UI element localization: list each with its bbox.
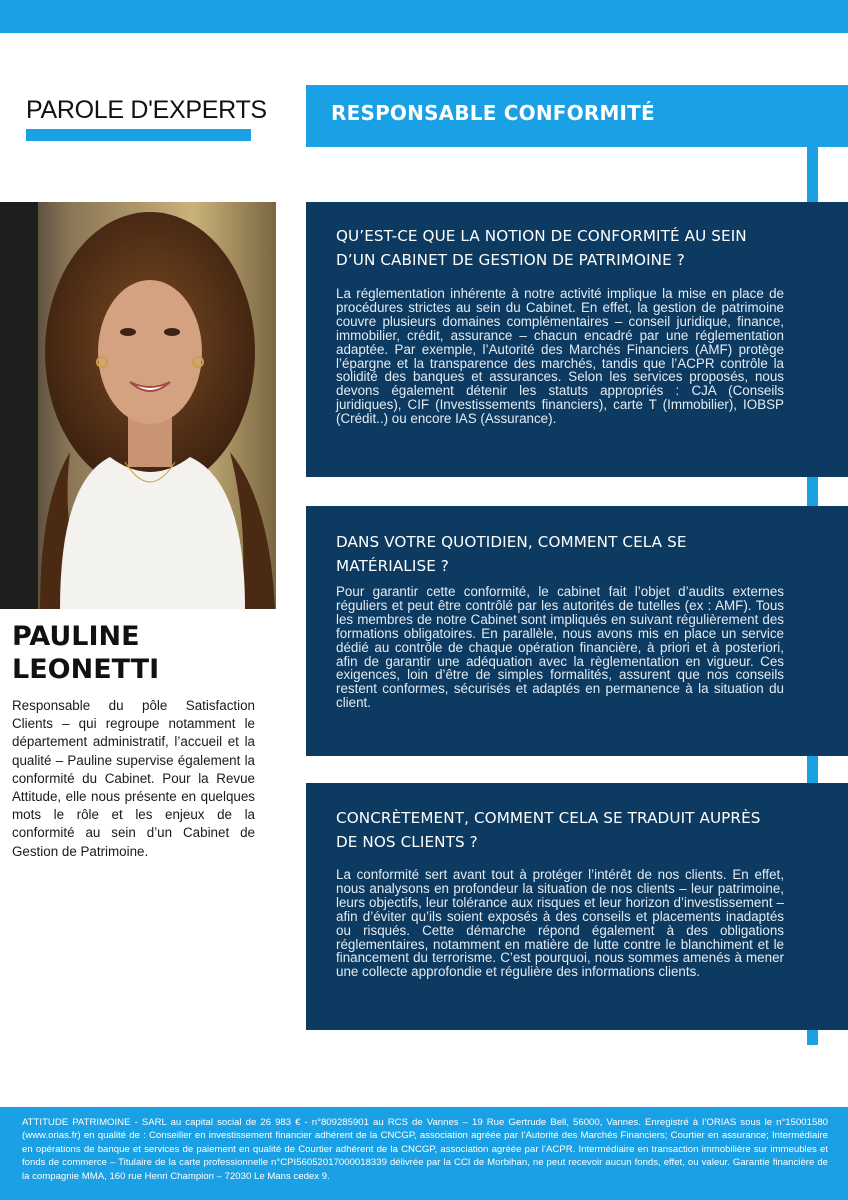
top-accent-bar [0,0,848,33]
brand-underline [26,129,251,141]
qa-answer-1: La réglementation inhérente à notre activité implique la mise en place de procédures strictes au sein du Cabinet. En effet, la gestion de patrimoine couvre plusieurs domaines complémentaires – conseil juridique, finance, immobilier, crédit, assurance – chacun encadré par une réglementation adaptée. Par exemple, l’Autorité des Marchés Financiers (AMF) protège l’épargne et la transparence des marchés, tandis que l’ACPR contrôle la solidité des banques et assurances. Selon les services proposés, nous devons également détenir les statuts appropriés : CJA (Conseils juridiques), CIF (Investissements financiers), carte T (Immobilier), IOBSP (Crédit..) ou encore IAS (Assurance). [336,286,784,427]
qa-question-3: CONCRÈTEMENT, COMMENT CELA SE TRADUIT AUPRÈS DE NOS CLIENTS ? [336,809,761,851]
person-first-name: PAULINE [12,621,140,652]
person-bio: Responsable du pôle Satisfaction Clients – qui regroupe notamment le département administratif, l’accueil et la qualité – Pauline supervise également la conformité du Cabinet. Pour la Revue Attitude, elle nous présente en quelques mots le rôle et les enjeux de la conformité au sein d’un Cabinet de Gestion de Patrimoine. [12,698,255,859]
person-last-name: LEONETTI [12,654,160,685]
legal-footer-text: ATTITUDE PATRIMOINE - SARL au capital social de 26 983 € - n°809285901 au RCS de Vannes – 19 Rue Gertrude Bell, 56000, Vannes. Enregistré à l’ORIAS sous le n°15001580 (www.orias.fr) en qualité de : Conseiller en investissement financier adhérent de la CNCGP, association agréée par l’Autorité des Marchés Financiers; Courtier en assurance; Intermédiaire en opérations de banque et services de paiement en qualité de Courtier adhérent de la CNCGP, association agréée par l’ACPR. Intermédiaire en transaction immobilière sur immeubles et fonds de commerce – Titulaire de la carte professionnelle n°CPI56052017000018339 délivrée par la CCI de Morbihan, ne peut recevoir aucun fonds, effet, ou valeur. Garantie financière de la compagnie MMA, 160 rue Henri Champion – 72030 Le Mans cedex 9. [22,1117,828,1182]
qa-question-2: DANS VOTRE QUOTIDIEN, COMMENT CELA SE MATÉRIALISE ? [336,533,687,575]
qa-question-1: QU’EST-CE QUE LA NOTION DE CONFORMITÉ AU SEIN D’UN CABINET DE GESTION DE PATRIMOINE ? [336,227,747,269]
qa-answer-2: Pour garantir cette conformité, le cabinet fait l’objet d’audits externes réguliers et peut être contrôlé par les autorités de tutelles (ex : AMF). Tous les membres de notre Cabinet sont impliqués en suivant régulièrement des formations obligatoires. En parallèle, nous avons mis en place un service dédié au contrôle de chaque opération financière, à priori et à posteriori, afin de garantir une adéquation avec la règlementation en vigueur. Ces exigences, loin d’être de simples formalités, assurent que nos conseils restent conformes, sécurisés et adaptés en permanence à la situation du client. [336,584,784,711]
person-name [12,620,272,686]
qa-answer-3: La conformité sert avant tout à protéger l’intérêt de nos clients. En effet, nous analysons en profondeur la situation de nos clients – leur patrimoine, leurs objectifs, leur tolérance aux risques et leur horizon d’investissement – afin d’éviter qu’ils soient exposés à des conseils et placements inadaptés ou risqués. Cette démarche répond également à des obligations réglementaires, notamment en matière de lutte contre le blanchiment et le financement du terrorisme. C’est pourquoi, nous sommes amenés à mener une collecte approfondie et régulière des informations clients. [336,867,784,980]
portrait-photo [0,202,276,609]
brand-title: PAROLE D'EXPERTS [26,96,267,124]
role-banner-title: RESPONSABLE CONFORMITÉ [331,101,655,125]
